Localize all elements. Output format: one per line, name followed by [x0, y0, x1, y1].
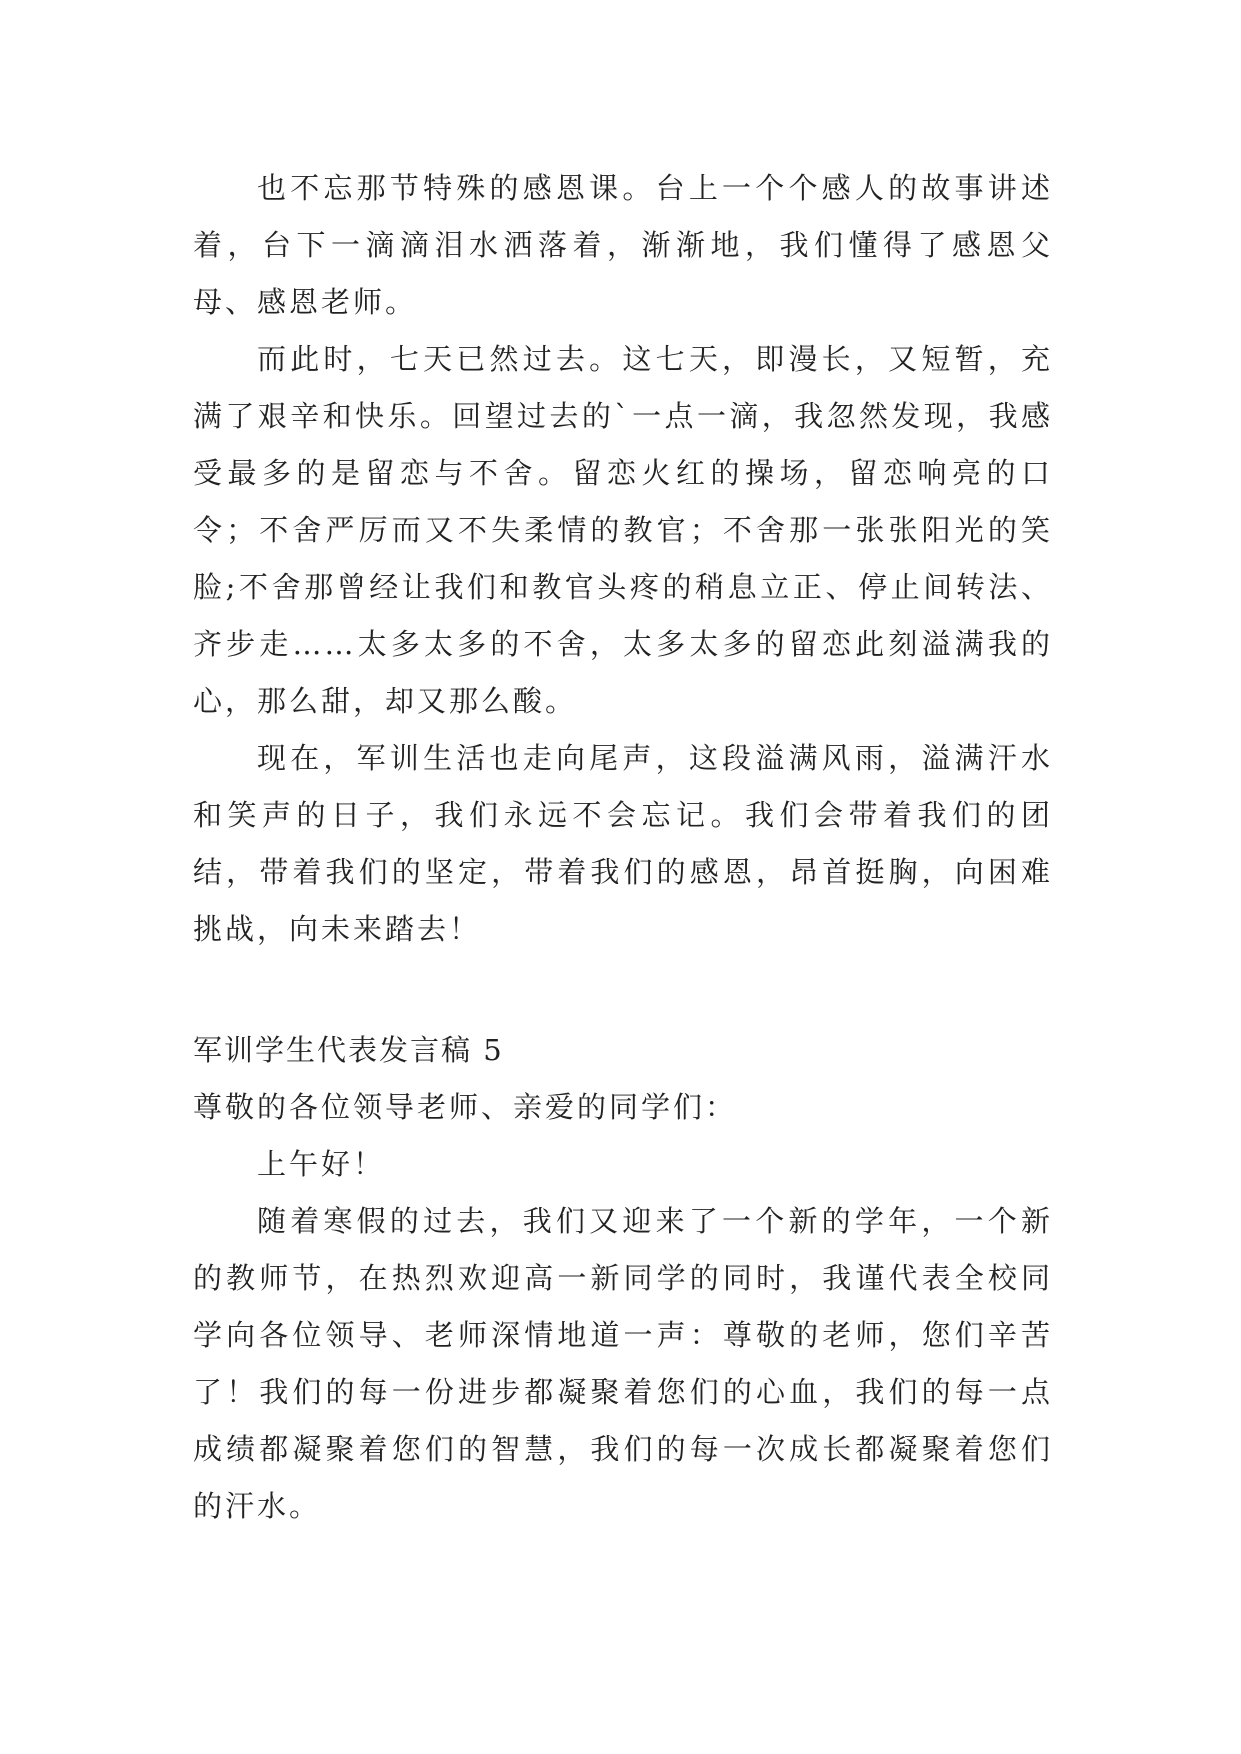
- salutation: 尊敬的各位领导老师、亲爱的同学们：: [193, 1090, 738, 1124]
- document-body: [193, 160, 1053, 1535]
- paragraph: 现在，军训生活也走向尾声，这段溢满风雨，溢满汗水和笑声的日子，我们永远不会忘记。我们会带着我们的团结，带着我们的坚定，带着我们的感恩，昂首挺胸，向困难挑战，向未来踏去！: [193, 741, 1053, 946]
- paragraph: 而此时，七天已然过去。这七天，即漫长，又短暂，充满了艰辛和快乐。回望过去的`一点一滴，我忽然发现，我感受最多的是留恋与不舍。留恋火红的操场，留恋响亮的口令；不舍严厉而又不失柔情的教官；不舍那一张张阳光的笑脸;不舍那曾经让我们和教官头疼的稍息立正、停止间转法、齐步走……太多太多的不舍，太多太多的留恋此刻溢满我的心，那么甜，却又那么酸。: [193, 342, 1053, 718]
- section-title: 军训学生代表发言稿 5: [193, 1033, 504, 1067]
- paragraph: 随着寒假的过去，我们又迎来了一个新的学年，一个新的教师节，在热烈欢迎高一新同学的同时，我谨代表全校同学向各位领导、老师深情地道一声：尊敬的老师，您们辛苦了！我们的每一份进步都凝聚着您们的心血，我们的每一点成绩都凝聚着您们的智慧，我们的每一次成长都凝聚着您们的汗水。: [193, 1204, 1053, 1523]
- section-spacer: [193, 958, 1053, 1022]
- greeting: 上午好！: [257, 1147, 386, 1181]
- paragraph: 也不忘那节特殊的感恩课。台上一个个感人的故事讲述着，台下一滴滴泪水洒落着，渐渐地，我们懂得了感恩父母、感恩老师。: [193, 171, 1053, 319]
